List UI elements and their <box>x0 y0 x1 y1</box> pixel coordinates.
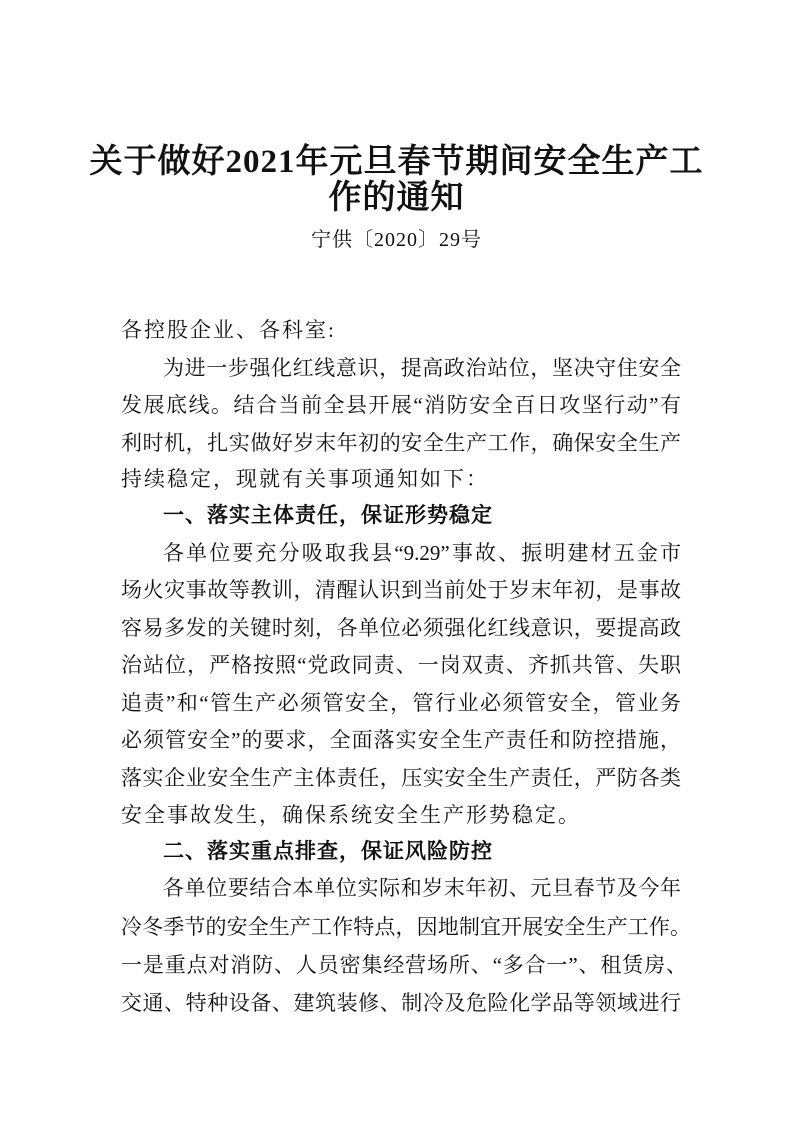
intro-line: 利时机，扎实做好岁末年初的安全生产工作，确保安全生产 <box>121 431 681 455</box>
section-2-line: 各单位要结合本单位实际和岁末年初、元旦春节及今年 <box>163 876 681 900</box>
document-title-line-1: 关于做好2021年元旦春节期间安全生产工 <box>89 144 704 180</box>
intro-line: 为进一步强化红线意识，提高政治站位，坚决守住安全 <box>163 356 681 380</box>
section-1-heading: 一、落实主体责任，保证形势稳定 <box>163 503 493 527</box>
section-1-line: 必须管安全”的要求，全面落实安全生产责任和防控措施， <box>121 728 681 752</box>
intro-line: 发展底线。结合当前全县开展“消防安全百日攻坚行动”有 <box>121 393 681 417</box>
document-title-line-2: 作的通知 <box>328 180 465 216</box>
section-1-line: 各单位要充分吸取我县“9.29”事故、振明建材五金市 <box>163 541 681 565</box>
section-2-heading: 二、落实重点排查，保证风险防控 <box>163 839 493 863</box>
section-1-line: 追责”和“管生产必须管安全，管行业必须管安全，管业务 <box>121 691 681 715</box>
document-number: 宁供〔2020〕29号 <box>311 229 482 251</box>
section-2-line: 一是重点对消防、人员密集经营场所、“多合一”、租赁房、 <box>121 953 687 977</box>
greeting: 各控股企业、各科室: <box>121 318 336 342</box>
section-2-line: 交通、特种设备、建筑装修、制冷及危险化学品等领域进行 <box>121 991 681 1015</box>
intro-line: 持续稳定，现就有关事项通知如下： <box>121 467 489 491</box>
section-1-line: 治站位，严格按照“党政同责、一岗双责、齐抓共管、失职 <box>121 653 681 677</box>
section-1-line: 容易多发的关键时刻，各单位必须强化红线意识，要提高政 <box>121 616 681 640</box>
section-1-line: 场火灾事故等教训，清醒认识到当前处于岁末年初，是事故 <box>121 578 681 602</box>
section-2-line: 冷冬季节的安全生产工作特点，因地制宜开展安全生产工作。 <box>121 915 691 939</box>
section-1-line: 落实企业安全生产主体责任，压实安全生产责任，严防各类 <box>121 766 681 790</box>
section-1-line: 安全事故发生，确保系统安全生产形势稳定。 <box>121 803 581 827</box>
